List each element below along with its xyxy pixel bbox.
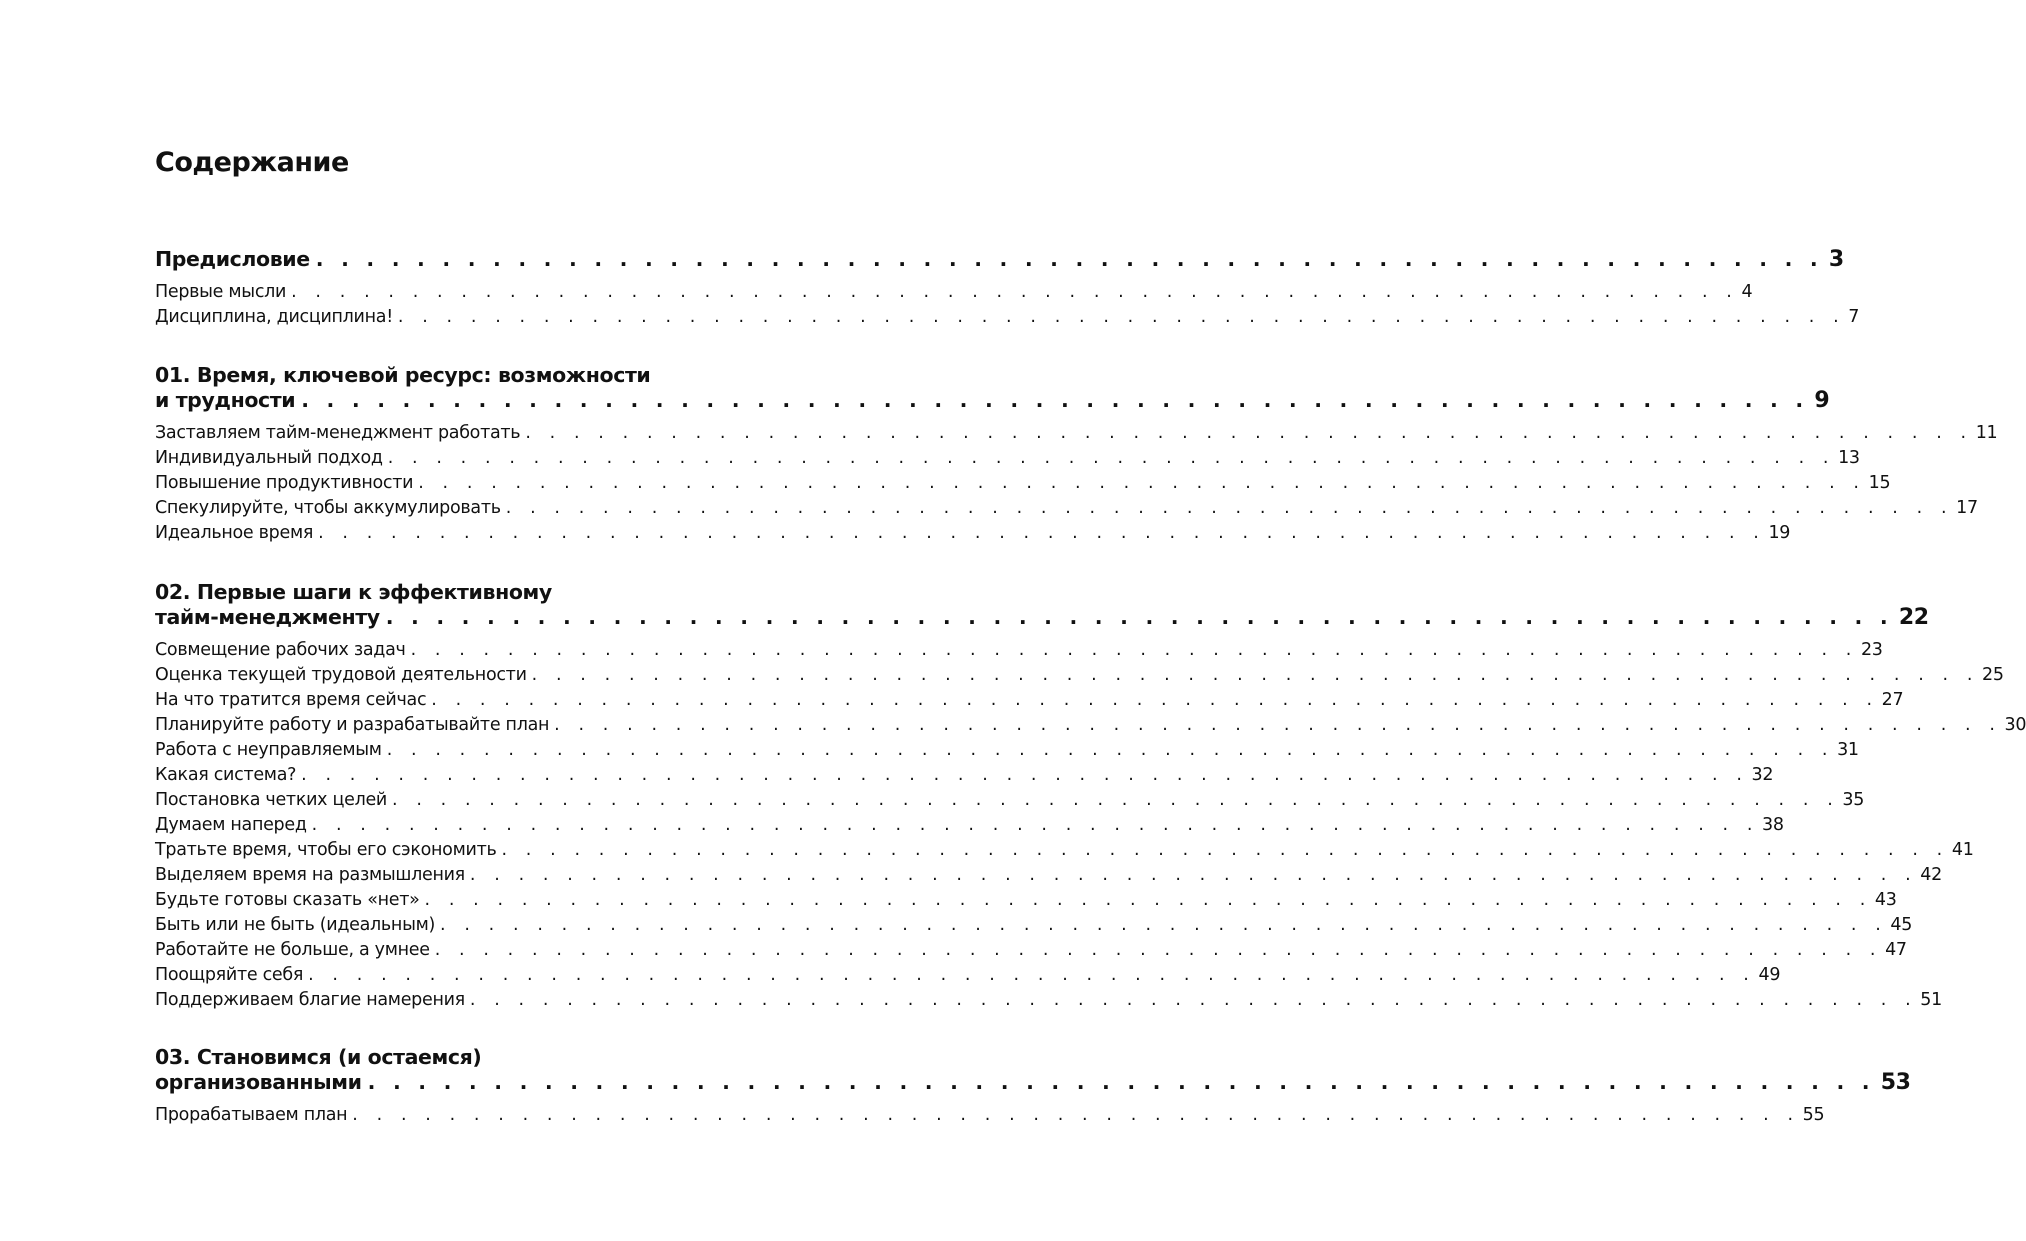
- toc-entry[interactable]: [155, 446, 1860, 471]
- entry-label: Поощряйте себя: [155, 965, 304, 985]
- entry-page-number: 7: [1848, 307, 1860, 327]
- dot-leader: . . . . . . . . . . . . . . . . . . . . . . . . . . . . . . . . . . . . . . . . . . . . . . . . . . . . . . . . . . . .: [424, 890, 1872, 910]
- chapter-title: тайм-менеджменту: [155, 605, 380, 629]
- toc-section-01: [155, 363, 1998, 546]
- dot-leader: . . . . . . . . . . . . . . . . . . . . . . . . . . . . . . . . . . . . . . . . . . . . . . . . . . . . . . . . . . . .: [440, 915, 1888, 935]
- entry-label: Постановка четких целей: [155, 790, 387, 810]
- entry-label: Прорабатываем план: [155, 1105, 348, 1125]
- toc-entry[interactable]: [155, 421, 1998, 446]
- toc-entry[interactable]: [155, 788, 1865, 813]
- entry-page-number: 41: [1951, 840, 1974, 860]
- toc-entry[interactable]: [155, 738, 1859, 763]
- dot-leader: . . . . . . . . . . . . . . . . . . . . . . . . . . . . . . . . . . . . . . . . . . . . . . . . . . . . . . . . . . . .: [387, 448, 1836, 468]
- toc-entry[interactable]: [155, 471, 1891, 496]
- toc-section-02: [155, 580, 2026, 1013]
- entry-list: [155, 280, 1860, 330]
- toc-entry[interactable]: [155, 913, 1913, 938]
- entry-label: Думаем наперед: [155, 815, 307, 835]
- entry-page-number: 49: [1758, 965, 1781, 985]
- entry-label: Планируйте работу и разрабатывайте план: [155, 715, 550, 735]
- chapter-page-number: 3: [1828, 247, 1844, 272]
- entry-label: Оценка текущей трудовой деятельности: [155, 665, 527, 685]
- toc-entry[interactable]: [155, 496, 1978, 521]
- entry-page-number: 45: [1890, 915, 1913, 935]
- entry-list: [155, 638, 2026, 1013]
- dot-leader: . . . . . . . . . . . . . . . . . . . . . . . . . . . . . . . . . . . . . . . . . . . . . . . . . . . . . . . . . . . .: [385, 605, 1893, 629]
- entry-label: Дисциплина, дисциплина!: [155, 307, 393, 327]
- entry-page-number: 15: [1868, 473, 1891, 493]
- entry-label: Первые мысли: [155, 282, 287, 302]
- chapter-heading[interactable]: [155, 605, 1929, 630]
- entry-label: На что тратится время сейчас: [155, 690, 427, 710]
- entry-page-number: 11: [1975, 423, 1998, 443]
- dot-leader: . . . . . . . . . . . . . . . . . . . . . . . . . . . . . . . . . . . . . . . . . . . . . . . . . . . . . . . . . . . .: [367, 1070, 1875, 1094]
- toc-entry[interactable]: [155, 863, 1942, 888]
- entry-page-number: 23: [1860, 640, 1883, 660]
- entry-page-number: 30: [2004, 715, 2026, 735]
- dot-leader: . . . . . . . . . . . . . . . . . . . . . . . . . . . . . . . . . . . . . . . . . . . . . . . . . . . . . . . . . . . .: [410, 640, 1858, 660]
- toc-page: [155, 0, 2026, 1241]
- dot-leader: . . . . . . . . . . . . . . . . . . . . . . . . . . . . . . . . . . . . . . . . . . . . . . . . . . . . . . . . . . . .: [301, 388, 1809, 412]
- dot-leader: . . . . . . . . . . . . . . . . . . . . . . . . . . . . . . . . . . . . . . . . . . . . . . . . . . . . . . . . . . . .: [397, 307, 1846, 327]
- chapter-title-line1: 01. Время, ключевой ресурс: возможности: [155, 363, 651, 387]
- dot-leader: . . . . . . . . . . . . . . . . . . . . . . . . . . . . . . . . . . . . . . . . . . . . . . . . . . . . . . . . . . . .: [469, 990, 1918, 1010]
- toc-entry[interactable]: [155, 688, 1904, 713]
- dot-leader: . . . . . . . . . . . . . . . . . . . . . . . . . . . . . . . . . . . . . . . . . . . . . . . . . . . . . . . . . . . .: [315, 247, 1823, 271]
- entry-page-number: 35: [1842, 790, 1865, 810]
- toc-entry[interactable]: [155, 963, 1781, 988]
- entry-page-number: 13: [1838, 448, 1860, 468]
- chapter-heading-first-line[interactable]: [155, 1045, 663, 1070]
- entry-page-number: 38: [1762, 815, 1784, 835]
- toc-entry[interactable]: [155, 813, 1784, 838]
- dot-leader: . . . . . . . . . . . . . . . . . . . . . . . . . . . . . . . . . . . . . . . . . . . . . . . . . . . . . . . . . . . .: [318, 523, 1766, 543]
- entry-label: Спекулируйте, чтобы аккумулировать: [155, 498, 501, 518]
- toc-entry[interactable]: [155, 663, 2004, 688]
- entry-label: Тратьте время, чтобы его сэкономить: [155, 840, 497, 860]
- entry-page-number: 43: [1874, 890, 1897, 910]
- toc-entry[interactable]: [155, 938, 1907, 963]
- entry-label: Заставляем тайм-менеджмент работать: [155, 423, 521, 443]
- entry-page-number: 42: [1920, 865, 1942, 885]
- toc-entry[interactable]: [155, 713, 2026, 738]
- chapter-heading-first-line[interactable]: [155, 580, 663, 605]
- dot-leader: . . . . . . . . . . . . . . . . . . . . . . . . . . . . . . . . . . . . . . . . . . . . . . . . . . . . . . . . . . . .: [308, 965, 1756, 985]
- entry-label: Совмещение рабочих задач: [155, 640, 406, 660]
- dot-leader: . . . . . . . . . . . . . . . . . . . . . . . . . . . . . . . . . . . . . . . . . . . . . . . . . . . . . . . . . . . .: [531, 665, 1980, 685]
- toc-section-03: [155, 1045, 1911, 1128]
- entry-page-number: 19: [1768, 523, 1791, 543]
- entry-page-number: 17: [1956, 498, 1978, 518]
- entry-page-number: 47: [1885, 940, 1907, 960]
- chapter-heading[interactable]: [155, 247, 1844, 272]
- chapter-heading[interactable]: [155, 388, 1830, 413]
- toc-entry[interactable]: [155, 280, 1753, 305]
- dot-leader: . . . . . . . . . . . . . . . . . . . . . . . . . . . . . . . . . . . . . . . . . . . . . . . . . . . . . . . . . . . .: [352, 1105, 1800, 1125]
- chapter-page-number: 22: [1898, 605, 1929, 630]
- entry-list: [155, 1103, 1825, 1128]
- toc-entry[interactable]: [155, 988, 1942, 1013]
- chapter-title: Предисловие: [155, 247, 310, 271]
- entry-label: Поддерживаем благие намерения: [155, 990, 465, 1010]
- dot-leader: . . . . . . . . . . . . . . . . . . . . . . . . . . . . . . . . . . . . . . . . . . . . . . . . . . . . . . . . . . . .: [418, 473, 1866, 493]
- dot-leader: . . . . . . . . . . . . . . . . . . . . . . . . . . . . . . . . . . . . . . . . . . . . . . . . . . . . . . . . . . . .: [469, 865, 1918, 885]
- chapter-page-number: 9: [1814, 388, 1830, 413]
- entry-label: Работайте не больше, а умнее: [155, 940, 430, 960]
- toc-entry[interactable]: [155, 763, 1774, 788]
- toc-entry[interactable]: [155, 305, 1860, 330]
- entry-label: Идеальное время: [155, 523, 314, 543]
- chapter-page-number: 53: [1880, 1070, 1911, 1095]
- toc-entry[interactable]: [155, 638, 1883, 663]
- chapter-title: и трудности: [155, 388, 296, 412]
- entry-page-number: 51: [1920, 990, 1942, 1010]
- entry-page-number: 4: [1741, 282, 1753, 302]
- toc-entry[interactable]: [155, 838, 1974, 863]
- entry-label: Индивидуальный подход: [155, 448, 383, 468]
- chapter-title: организованными: [155, 1070, 362, 1094]
- dot-leader: . . . . . . . . . . . . . . . . . . . . . . . . . . . . . . . . . . . . . . . . . . . . . . . . . . . . . . . . . . . .: [311, 815, 1760, 835]
- dot-leader: . . . . . . . . . . . . . . . . . . . . . . . . . . . . . . . . . . . . . . . . . . . . . . . . . . . . . . . . . . . .: [554, 715, 2002, 735]
- entry-label: Работа с неуправляемым: [155, 740, 382, 760]
- dot-leader: . . . . . . . . . . . . . . . . . . . . . . . . . . . . . . . . . . . . . . . . . . . . . . . . . . . . . . . . . . . .: [501, 840, 1949, 860]
- entry-label: Повышение продуктивности: [155, 473, 414, 493]
- page-title: Содержание: [155, 147, 349, 178]
- chapter-heading-first-line[interactable]: [155, 363, 663, 388]
- toc-entry[interactable]: [155, 521, 1791, 546]
- entry-page-number: 31: [1837, 740, 1859, 760]
- dot-leader: . . . . . . . . . . . . . . . . . . . . . . . . . . . . . . . . . . . . . . . . . . . . . . . . . . . . . . . . . . . .: [291, 282, 1739, 302]
- toc-entry[interactable]: [155, 888, 1897, 913]
- entry-label: Будьте готовы сказать «нет»: [155, 890, 420, 910]
- dot-leader: . . . . . . . . . . . . . . . . . . . . . . . . . . . . . . . . . . . . . . . . . . . . . . . . . . . . . . . . . . . .: [434, 940, 1883, 960]
- dot-leader: . . . . . . . . . . . . . . . . . . . . . . . . . . . . . . . . . . . . . . . . . . . . . . . . . . . . . . . . . . . .: [386, 740, 1835, 760]
- dot-leader: . . . . . . . . . . . . . . . . . . . . . . . . . . . . . . . . . . . . . . . . . . . . . . . . . . . . . . . . . . . .: [392, 790, 1840, 810]
- entry-page-number: 25: [1982, 665, 2004, 685]
- dot-leader: . . . . . . . . . . . . . . . . . . . . . . . . . . . . . . . . . . . . . . . . . . . . . . . . . . . . . . . . . . . .: [431, 690, 1879, 710]
- entry-page-number: 27: [1881, 690, 1904, 710]
- entry-page-number: 32: [1751, 765, 1774, 785]
- entry-page-number: 55: [1802, 1105, 1825, 1125]
- dot-leader: . . . . . . . . . . . . . . . . . . . . . . . . . . . . . . . . . . . . . . . . . . . . . . . . . . . . . . . . . . . .: [301, 765, 1749, 785]
- chapter-title-line1: 03. Становимся (и остаемся): [155, 1045, 482, 1069]
- chapter-heading[interactable]: [155, 1070, 1911, 1095]
- entry-label: Быть или не быть (идеальным): [155, 915, 436, 935]
- entry-label: Выделяем время на размышления: [155, 865, 465, 885]
- entry-label: Какая система?: [155, 765, 297, 785]
- toc-section-preface: [155, 247, 1860, 330]
- entry-list: [155, 421, 1998, 546]
- dot-leader: . . . . . . . . . . . . . . . . . . . . . . . . . . . . . . . . . . . . . . . . . . . . . . . . . . . . . . . . . . . .: [525, 423, 1973, 443]
- chapter-title-line1: 02. Первые шаги к эффективному: [155, 580, 552, 604]
- toc-entry[interactable]: [155, 1103, 1825, 1128]
- dot-leader: . . . . . . . . . . . . . . . . . . . . . . . . . . . . . . . . . . . . . . . . . . . . . . . . . . . . . . . . . . . .: [505, 498, 1954, 518]
